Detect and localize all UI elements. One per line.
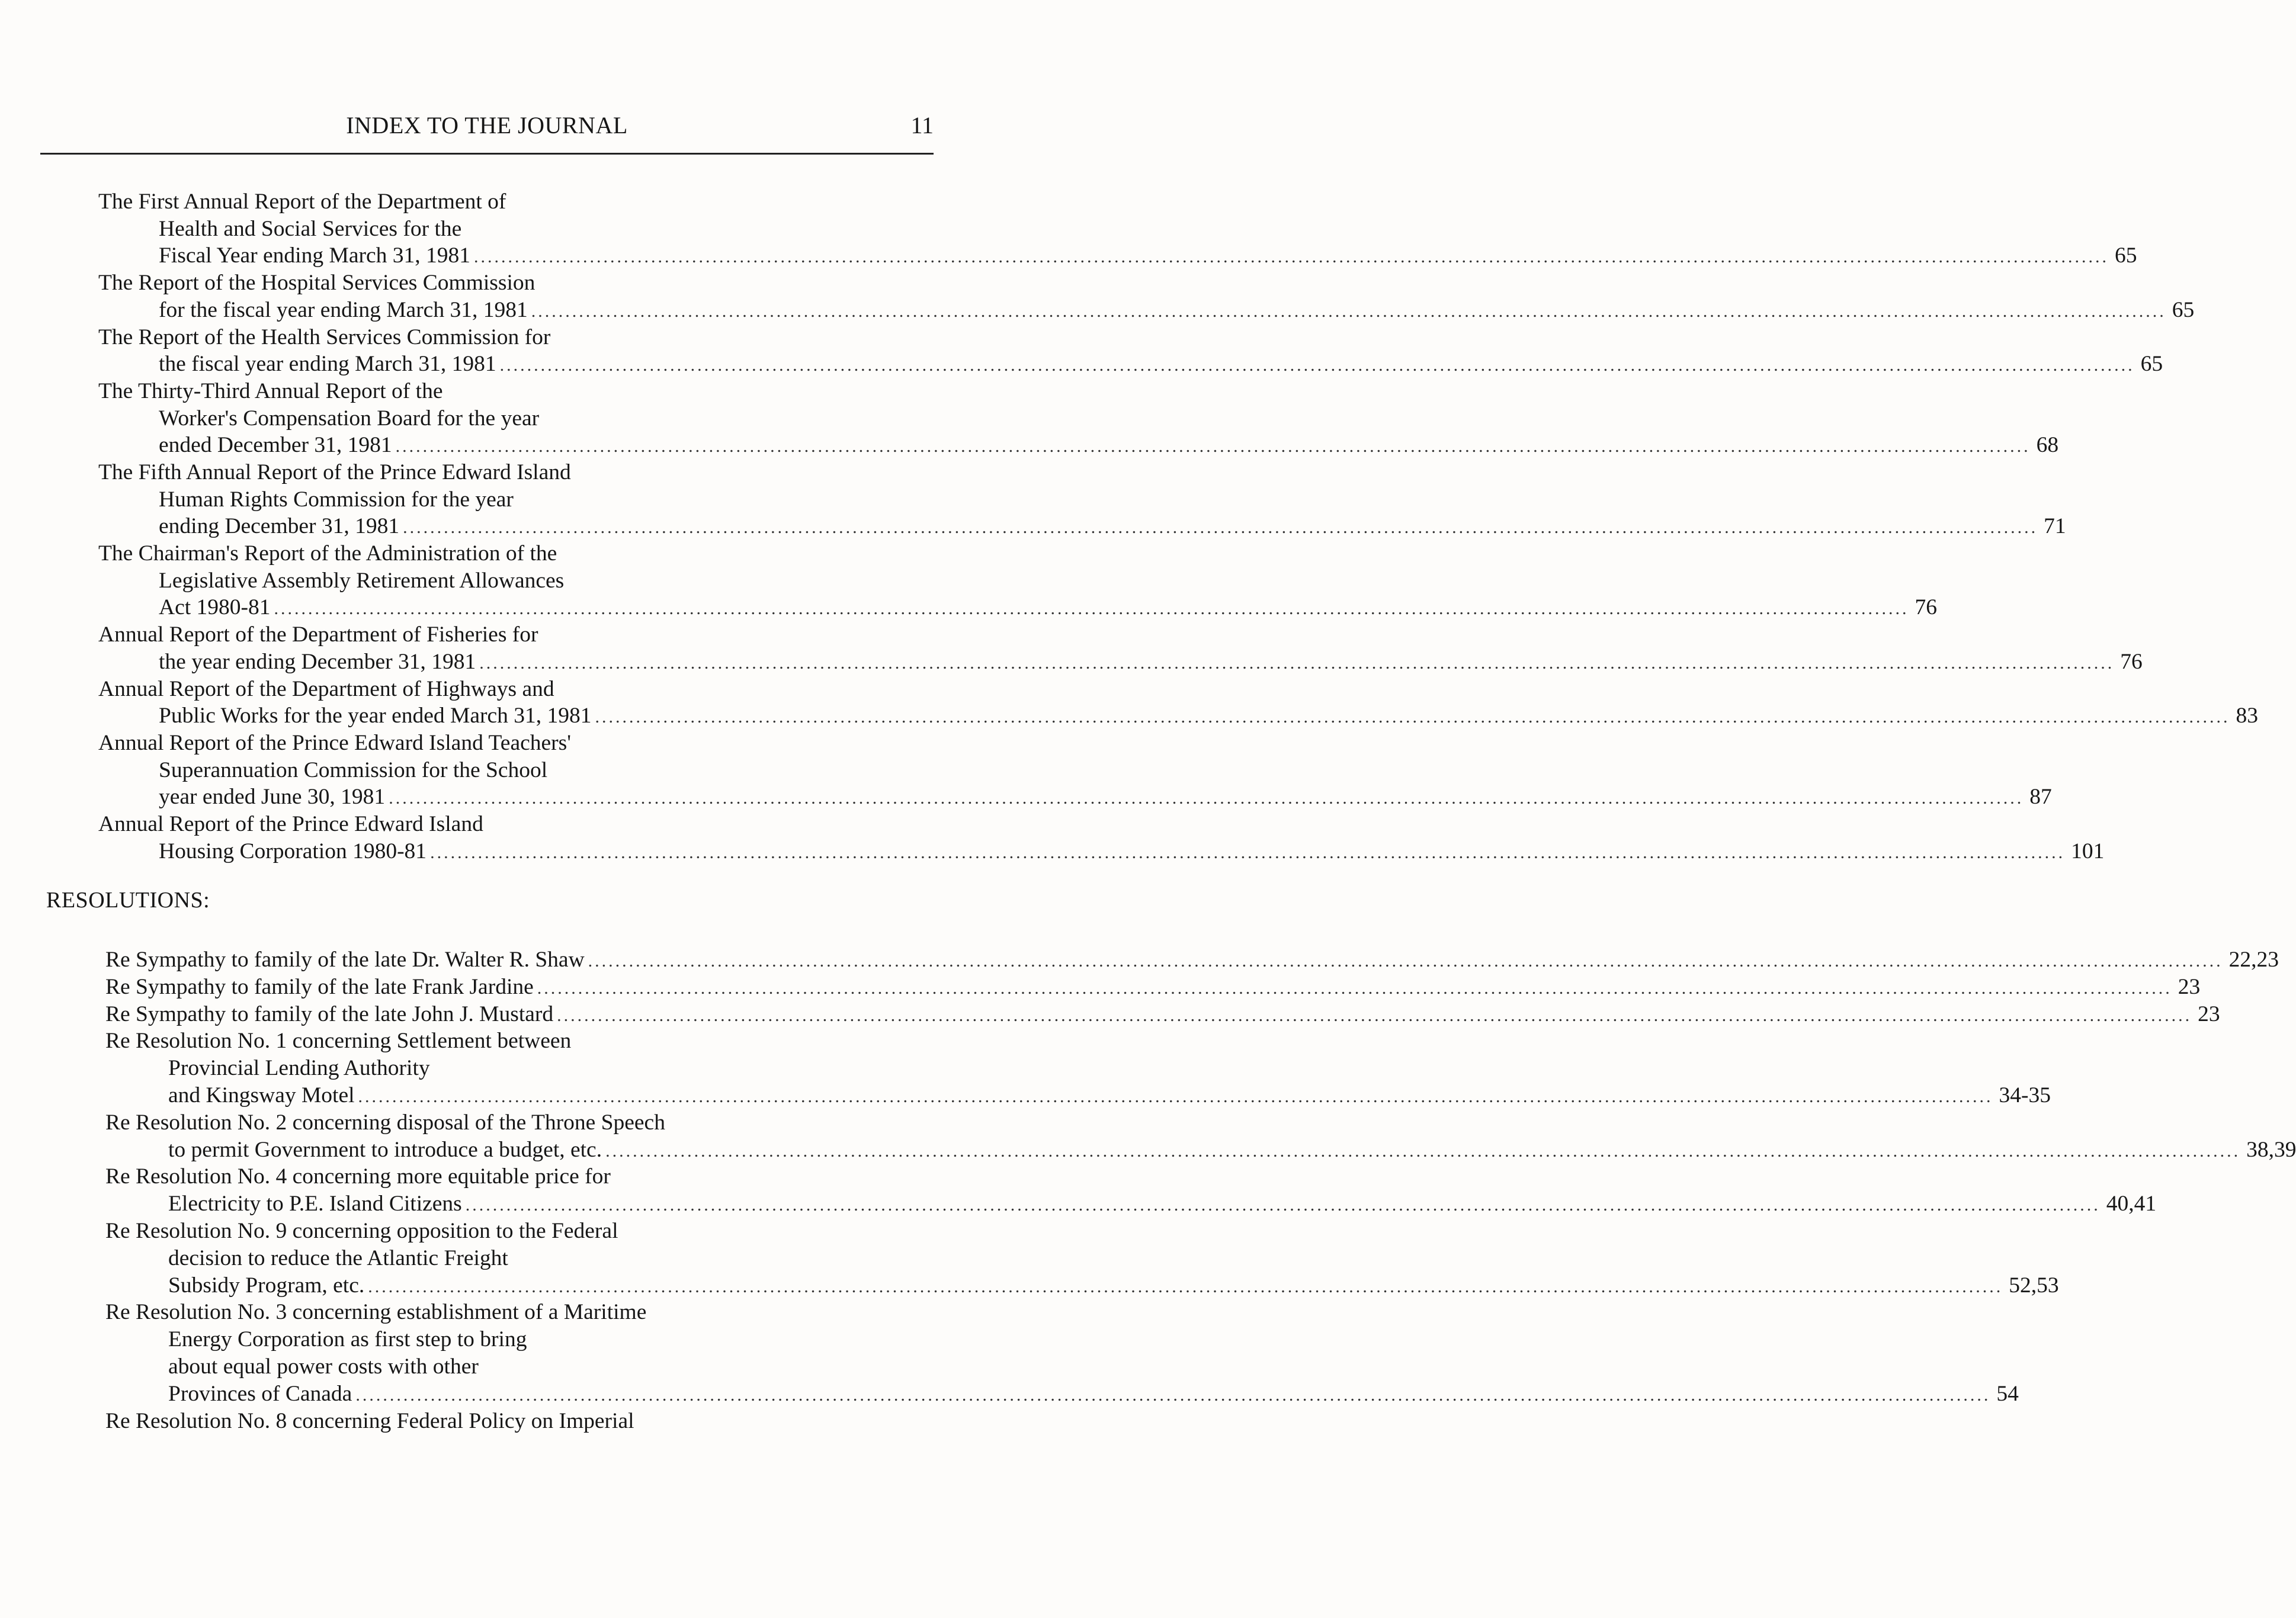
index-entry (105, 1163, 2157, 1218)
entry-title-line (105, 1163, 941, 1190)
entry-title-line (98, 676, 934, 703)
index-entry (105, 1218, 2059, 1299)
entry-text: Superannuation Commission for the School (159, 757, 548, 782)
entry-text: Provincial Lending Authority (168, 1056, 430, 1081)
entry-page-number: 54 (1996, 1381, 2019, 1406)
entry-text: the year ending December 31, 1981 (159, 649, 476, 674)
dot-leader: ................................................................................................................................................................................................................................................ (403, 518, 2038, 538)
dot-leader: ................................................................................................................................................................................................................................................ (395, 436, 2031, 457)
entry-text: The Chairman's Report of the Administration of the (98, 541, 557, 566)
entry-page-number: 87 (2029, 785, 2052, 810)
dot-leader: ................................................................................................................................................................................................................................................ (537, 978, 2172, 998)
entry-title-line (98, 269, 934, 297)
entry-text: Legislative Assembly Retirement Allowances (159, 568, 565, 593)
entry-text: Fiscal Year ending March 31, 1981 (159, 243, 470, 268)
entry-page-number: 76 (2120, 649, 2143, 674)
entry-continuation-line (98, 216, 934, 243)
entry-continuation-line (105, 1326, 941, 1353)
entry-text: Re Resolution No. 4 concerning more equitable price for (105, 1164, 611, 1189)
dot-leader: ................................................................................................................................................................................................................................................ (274, 599, 1909, 619)
entry-continuation-line (105, 1055, 941, 1082)
entry-page-number: 23 (2198, 1001, 2220, 1026)
entry-continuation-line (105, 1272, 2059, 1299)
entry-page-number: 65 (2114, 243, 2137, 268)
entry-text: Health and Social Services for the (159, 216, 462, 241)
dot-leader: ................................................................................................................................................................................................................................................ (430, 842, 2066, 862)
entry-continuation-line (105, 1137, 2296, 1164)
entry-title-line (98, 621, 934, 649)
entry-page-number: 65 (2172, 297, 2195, 322)
entry-title-line (105, 1218, 941, 1245)
entry-text: Human Rights Commission for the year (159, 487, 514, 512)
dot-leader: ................................................................................................................................................................................................................................................ (531, 301, 2166, 321)
entry-continuation-line (98, 702, 2258, 730)
dot-leader: ................................................................................................................................................................................................................................................ (355, 1385, 1991, 1405)
entry-page-number: 101 (2071, 839, 2105, 863)
entry-title-line (98, 540, 934, 567)
entry-continuation-line (98, 297, 2195, 324)
entry-text: Energy Corporation as first step to bring (168, 1327, 527, 1352)
entry-text: year ended June 30, 1981 (159, 785, 386, 810)
entry-title-line (105, 1408, 941, 1435)
entry-continuation-line (98, 513, 2066, 540)
entry-continuation-line (98, 567, 934, 595)
entry-page-number: 40,41 (2106, 1192, 2157, 1216)
entry-text: and Kingsway Motel (168, 1083, 355, 1107)
entry-text: Re Sympathy to family of the late John J. Mustard (105, 1001, 554, 1026)
index-entry (105, 946, 2279, 974)
dot-leader: ................................................................................................................................................................................................................................................ (465, 1195, 2101, 1215)
entry-page-number: 65 (2140, 352, 2163, 377)
entry-page-number: 22,23 (2228, 948, 2279, 972)
entry-continuation-line (98, 405, 934, 432)
entry-continuation-line (98, 351, 2163, 378)
index-entry (98, 459, 2066, 540)
dot-leader: ................................................................................................................................................................................................................................................ (588, 951, 2223, 971)
dot-leader: ................................................................................................................................................................................................................................................ (595, 707, 2230, 727)
entry-continuation-line (98, 486, 934, 513)
entry-text: Re Resolution No. 9 concerning opposition to the Federal (105, 1219, 618, 1243)
index-entry (98, 378, 2059, 459)
entry-text: The Fifth Annual Report of the Prince Edward Island (98, 460, 571, 484)
entry-continuation-line (98, 784, 2052, 811)
entry-continuation-line (105, 1353, 941, 1381)
entry-continuation-line (98, 242, 2137, 269)
index-entry (98, 269, 2195, 323)
entry-page-number: 38,39 (2246, 1137, 2296, 1162)
index-entry (98, 811, 2105, 865)
entry-page-number: 76 (1915, 595, 1938, 620)
entry-text: Re Resolution No. 1 concerning Settlement between (105, 1029, 572, 1054)
dot-leader: ................................................................................................................................................................................................................................................ (368, 1276, 2003, 1296)
entry-title-line (105, 974, 2201, 1001)
entry-title-line (98, 324, 934, 351)
entry-text: ending December 31, 1981 (159, 514, 400, 539)
entry-text: for the fiscal year ending March 31, 1981 (159, 297, 528, 322)
entry-text: Act 1980-81 (159, 595, 271, 620)
entry-title-line (105, 946, 2279, 974)
entry-text: Re Sympathy to family of the late Frank Jardine (105, 974, 534, 999)
entry-title-line (98, 811, 934, 838)
entry-text: about equal power costs with other (168, 1354, 479, 1379)
entry-title-line (105, 1109, 941, 1137)
entry-title-line (98, 459, 934, 486)
index-entry (98, 676, 2258, 730)
index-entry (98, 621, 2143, 675)
entry-text: to permit Government to introduce a budget, etc. (168, 1137, 602, 1162)
page-title: INDEX TO THE JOURNAL (346, 112, 628, 139)
entry-text: The Report of the Hospital Services Commission (98, 271, 535, 296)
dot-leader: ................................................................................................................................................................................................................................................ (605, 1141, 2241, 1161)
index-entry (98, 324, 2163, 378)
header-rule (40, 153, 934, 155)
dot-leader: ................................................................................................................................................................................................................................................ (479, 653, 2115, 673)
page-number: 11 (910, 112, 934, 139)
entry-title-line (98, 730, 934, 757)
index-entry (105, 1001, 2220, 1028)
dot-leader: ................................................................................................................................................................................................................................................ (389, 788, 2024, 808)
entry-text: Annual Report of the Prince Edward Island Teachers' (98, 731, 571, 755)
dot-leader: ................................................................................................................................................................................................................................................ (358, 1086, 1993, 1106)
entry-text: Re Resolution No. 8 concerning Federal Policy on Imperial (105, 1408, 634, 1433)
index-entry (98, 730, 2052, 811)
entry-text: The Thirty-Third Annual Report of the (98, 378, 443, 403)
entry-text: Annual Report of the Department of Highways and (98, 676, 554, 701)
dot-leader: ................................................................................................................................................................................................................................................ (557, 1005, 2192, 1025)
entry-text: Annual Report of the Department of Fisheries for (98, 622, 538, 647)
entry-text: Annual Report of the Prince Edward Island (98, 812, 483, 837)
index-entry (105, 1299, 2019, 1407)
entry-text: Worker's Compensation Board for the year (159, 406, 540, 431)
entry-continuation-line (98, 757, 934, 784)
entry-text: The Report of the Health Services Commission for (98, 325, 551, 349)
entry-title-line (105, 1299, 941, 1326)
entry-text: Housing Corporation 1980-81 (159, 839, 427, 863)
index-entry (98, 540, 1938, 621)
entry-text: Provinces of Canada (168, 1381, 352, 1406)
entry-text: Electricity to P.E. Island Citizens (168, 1192, 462, 1216)
dot-leader: ................................................................................................................................................................................................................................................ (499, 355, 2135, 375)
entry-page-number: 71 (2044, 514, 2066, 539)
entry-continuation-line (105, 1381, 2019, 1408)
entry-continuation-line (105, 1082, 2051, 1109)
index-entry (105, 1109, 2296, 1164)
entry-continuation-line (98, 432, 2059, 459)
entry-text: Re Resolution No. 3 concerning establishment of a Maritime (105, 1300, 647, 1325)
entry-page-number: 68 (2036, 433, 2059, 458)
entry-text: Re Resolution No. 2 concerning disposal of the Throne Speech (105, 1110, 665, 1135)
entry-continuation-line (105, 1245, 941, 1272)
entry-text: Public Works for the year ended March 31, 1981 (159, 704, 592, 728)
entry-page-number: 23 (2178, 974, 2201, 999)
entry-title-line (98, 378, 934, 405)
entry-text: the fiscal year ending March 31, 1981 (159, 352, 496, 377)
entry-continuation-line (98, 838, 2105, 865)
entry-page-number: 52,53 (2009, 1273, 2059, 1298)
index-entry (98, 188, 2137, 269)
entry-continuation-line (98, 594, 1938, 621)
entry-text: Subsidy Program, etc. (168, 1273, 365, 1298)
entry-title-line (105, 1028, 941, 1055)
entry-continuation-line (105, 1190, 2157, 1218)
resolutions-heading: RESOLUTIONS: (46, 888, 210, 913)
entry-title-line (98, 188, 934, 216)
entry-continuation-line (98, 649, 2143, 676)
entry-page-number: 83 (2236, 704, 2258, 728)
entry-text: ended December 31, 1981 (159, 433, 392, 458)
index-entry (105, 1028, 2051, 1109)
page-header (40, 107, 934, 145)
index-entry (105, 1408, 941, 1435)
entry-text: Re Sympathy to family of the late Dr. Walter R. Shaw (105, 948, 585, 972)
dot-leader: ................................................................................................................................................................................................................................................ (473, 247, 2109, 267)
entry-page-number: 34-35 (1999, 1083, 2051, 1107)
entry-title-line (105, 1001, 2220, 1028)
entry-text: decision to reduce the Atlantic Freight (168, 1245, 508, 1270)
entry-text: The First Annual Report of the Department of (98, 190, 506, 214)
index-entry (105, 974, 2201, 1001)
